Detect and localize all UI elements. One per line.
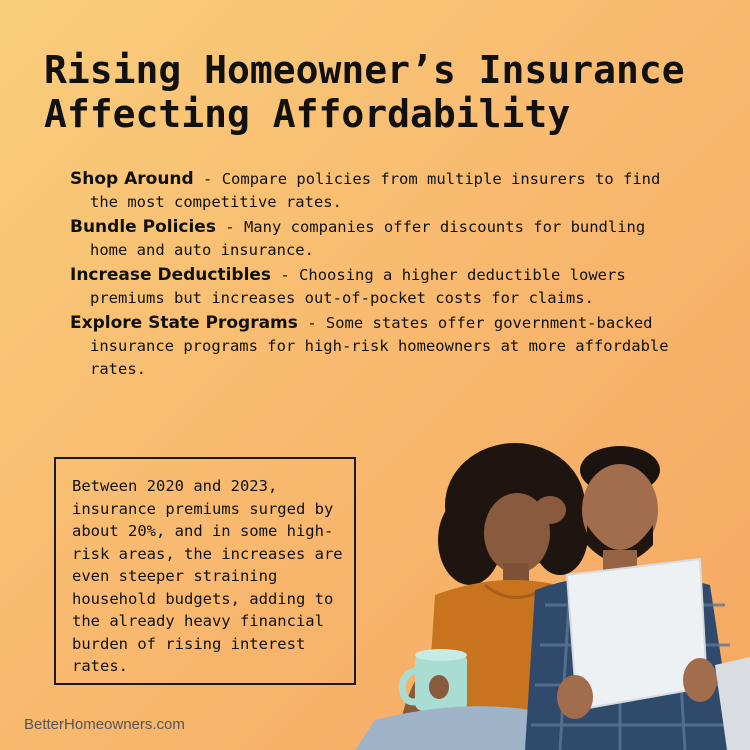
- tip-text: Some states offer government-backed insurance programs for high-risk homeowners at more affordable rates.: [90, 314, 669, 378]
- tip-item-increase-deductibles: [70, 264, 690, 310]
- tip-item-explore-state-programs: [70, 312, 690, 381]
- brand-watermark: BetterHomeowners.com: [24, 716, 185, 733]
- tip-heading: Shop Around: [70, 169, 194, 189]
- tip-separator: -: [271, 266, 300, 284]
- page-title: [44, 48, 724, 136]
- premium-stat-box: [54, 457, 356, 685]
- title-line-2: Affecting Affordability: [44, 92, 571, 136]
- tip-heading: Increase Deductibles: [70, 265, 272, 285]
- tip-separator: -: [297, 314, 326, 332]
- tip-separator: -: [193, 170, 222, 188]
- tip-text: Choosing a higher deductible lowers premiums but increases out-of-pocket costs for claims.: [90, 266, 626, 307]
- title-line-1: Rising Homeowner’s Insurance: [44, 48, 685, 92]
- tip-heading: Explore State Programs: [70, 313, 298, 333]
- tip-item-bundle-policies: [70, 216, 690, 262]
- tip-text: Compare policies from multiple insurers to find the most competitive rates.: [90, 170, 661, 211]
- couple-reviewing-bill-photo: [355, 425, 750, 750]
- tip-item-shop-around: [70, 168, 690, 214]
- premium-stat-text: Between 2020 and 2023, insurance premiums surged by about 20%, and in some high-risk areas, the increases are even steeper straining household budgets, adding to the already heavy financial burden of rising interest rates.: [72, 477, 343, 675]
- tip-heading: Bundle Policies: [70, 217, 216, 237]
- tip-separator: -: [215, 218, 244, 236]
- tips-list: [70, 168, 690, 383]
- tip-text: Many companies offer discounts for bundling home and auto insurance.: [90, 218, 646, 259]
